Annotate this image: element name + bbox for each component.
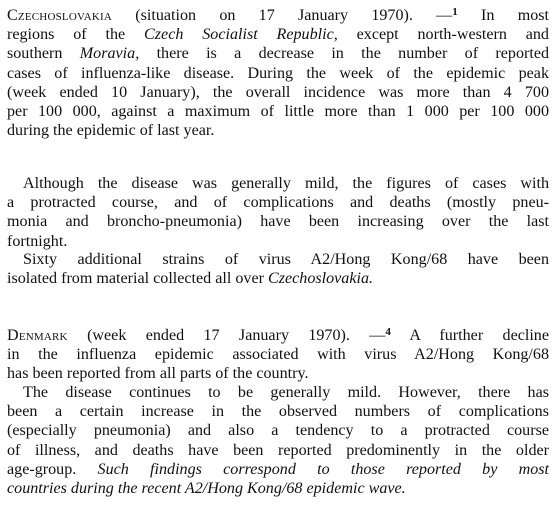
text-span: age-group. <box>7 460 77 478</box>
text-line: been a certain increase in the observed numbers of complications <box>7 403 549 421</box>
italic-sentence: countries during the recent A2/Hong Kong/68 epidemic wave. <box>7 480 406 498</box>
text-line: per 100 000, against a maximum of little more than 1 000 per 100 000 <box>7 103 549 121</box>
text-span: regions of the <box>7 26 126 44</box>
italic-place-name: Moravia, <box>79 45 140 63</box>
text-span: In most <box>481 7 549 24</box>
text-span: isolated from material collected all over <box>7 270 264 288</box>
text-line <box>7 460 549 479</box>
czechoslovakia-paragraph-2 <box>7 174 549 251</box>
text-span: A further decline <box>409 327 549 344</box>
text-span: there is a decrease in the number of reported <box>156 45 550 63</box>
italic-place-name: Czech Socialist Republic, <box>144 26 338 44</box>
text-line: Although the disease was generally mild, the figures of cases with <box>23 175 549 192</box>
czechoslovakia-paragraph-3 <box>7 250 549 288</box>
text-line: has been reported from all parts of the country. <box>7 365 309 383</box>
denmark-paragraph-2 <box>7 383 549 498</box>
text-line <box>7 44 549 63</box>
country-heading-denmark: Denmark <box>7 327 68 344</box>
text-span: except north-western and <box>356 26 549 44</box>
denmark-paragraph-1 <box>7 326 549 384</box>
text-line: of illness, and deaths have been reported predominently in the older <box>7 441 549 459</box>
text-line <box>7 479 549 498</box>
text-line: during the epidemic of last year. <box>7 122 215 140</box>
country-heading-czechoslovakia: Czechoslovakia <box>7 7 112 24</box>
text-line: Sixty additional strains of virus A2/Hong Kong/68 have been <box>23 251 549 268</box>
text-line <box>7 326 549 345</box>
footnote-marker: 4 <box>385 326 391 338</box>
text-line <box>7 6 549 25</box>
text-line: fortnight. <box>7 232 68 250</box>
text-span: southern <box>7 45 63 63</box>
italic-sentence: Such findings correspond to those reported by most <box>97 460 549 478</box>
text-line <box>7 25 549 44</box>
text-line: monia and broncho-pneumonia) have been increasing over the last <box>7 213 549 231</box>
text-line: (especially pneumonia) and also a tendency to a protracted course <box>7 422 549 440</box>
text-line: The disease continues to be generally mild. However, there has <box>23 384 549 401</box>
czechoslovakia-paragraph-1 <box>7 6 549 140</box>
text-line: cases of influenza-like disease. During the week of the epidemic peak <box>7 64 549 82</box>
text-span: (week ended 17 January 1970). — <box>87 327 386 344</box>
italic-place-name: Czechoslovakia. <box>267 270 374 288</box>
text-line: (week ended 10 January), the overall incidence was more than 4 700 <box>7 83 549 101</box>
text-line: in the influenza epidemic associated with virus A2/Hong Kong/68 <box>7 346 549 364</box>
text-line: a protracted course, and of complications and deaths (mostly pneu- <box>7 194 549 212</box>
footnote-marker: 1 <box>452 6 458 18</box>
text-line <box>7 269 549 288</box>
text-span: (situation on 17 January 1970). — <box>135 7 453 24</box>
